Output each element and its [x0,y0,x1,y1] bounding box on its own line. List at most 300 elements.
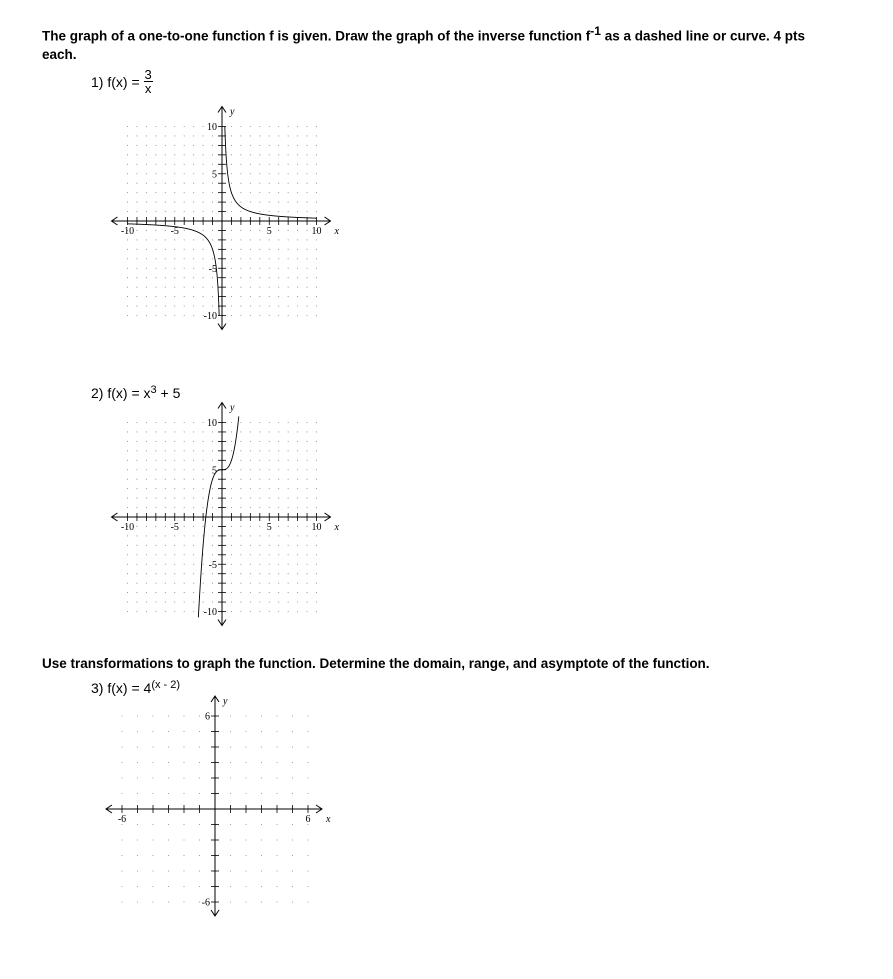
grid-dot [174,154,175,155]
grid-dot [127,154,128,155]
grid-dot [316,602,317,603]
grid-dot [278,239,279,240]
grid-dot [316,287,317,288]
grid-dot [146,554,147,555]
grid-dot [203,202,204,203]
grid-dot [127,296,128,297]
grid-dot [168,870,169,871]
grid-dot [250,164,251,165]
problem-2-label [91,382,180,401]
grid-dot [155,145,156,146]
grid-dot [121,777,122,778]
grid-dot [203,526,204,527]
x-tick-label: -5 [170,522,179,533]
grid-dot [269,287,270,288]
grid-dot [269,573,270,574]
grid-dot [184,296,185,297]
grid-dot [146,173,147,174]
grid-dot [168,715,169,716]
grid-dot [212,583,213,584]
grid-dot [261,839,262,840]
grid-dot [146,564,147,565]
grid-dot [297,498,298,499]
grid-dot [316,258,317,259]
grid-dot [288,592,289,593]
grid-dot [269,258,270,259]
grid-dot [259,145,260,146]
grid-dot [174,479,175,480]
grid-dot [155,202,156,203]
grid-dot [155,154,156,155]
grid-dot [136,154,137,155]
grid-dot [193,507,194,508]
grid-dot [297,526,298,527]
grid-dot [245,886,246,887]
grid-dot [231,488,232,489]
grid-dot [231,507,232,508]
grid-dot [165,526,166,527]
grid-dot [240,554,241,555]
grid-dot [307,135,308,136]
grid-dot [297,306,298,307]
grid-dot [250,488,251,489]
grid-dot [136,315,137,316]
grid-dot [203,488,204,489]
grid-dot [307,202,308,203]
grid-dot [240,431,241,432]
grid-dot [184,154,185,155]
grid-dot [212,145,213,146]
grid-dot [245,824,246,825]
grid-dot [240,602,241,603]
grid-dot [316,545,317,546]
grid-dot [146,450,147,451]
grid-dot [193,460,194,461]
grid-dot [165,611,166,612]
grid-dot [297,154,298,155]
grid-dot [307,592,308,593]
grid-dot [259,573,260,574]
grid-dot [297,239,298,240]
grid-dot [288,611,289,612]
grid-dot [307,441,308,442]
grid-dot [230,777,231,778]
grid-dot [203,277,204,278]
grid-dot [184,592,185,593]
x-tick-label: 10 [311,522,322,533]
grid-dot [212,545,213,546]
graph-3 [104,692,344,932]
grid-dot [203,258,204,259]
grid-dot [288,258,289,259]
grid-dot [261,886,262,887]
grid-dot [278,441,279,442]
grid-dot [250,545,251,546]
grid-dot [297,164,298,165]
grid-dot [184,460,185,461]
grid-dot [288,239,289,240]
grid-dot [152,886,153,887]
problem-2-lhs: f(x) = x [107,385,151,401]
grid-dot [307,154,308,155]
y-tick-label: -6 [201,897,210,909]
grid-dot [203,192,204,193]
grid-dot [250,239,251,240]
grid-dot [250,268,251,269]
grid-dot [245,715,246,716]
grid-dot [288,154,289,155]
grid-dot [212,277,213,278]
grid-dot [250,315,251,316]
grid-dot [174,460,175,461]
grid-dot [127,507,128,508]
grid-dot [165,602,166,603]
grid-dot [259,211,260,212]
grid-dot [307,554,308,555]
grid-dot [231,211,232,212]
grid-dot [259,173,260,174]
grid-dot [212,573,213,574]
grid-dot [231,498,232,499]
grid-dot [259,422,260,423]
grid-dot [136,145,137,146]
grid-dot [137,746,138,747]
grid-dot [184,173,185,174]
function-curve [225,127,317,219]
grid-dot [278,249,279,250]
grid-dot [259,277,260,278]
x-tick-label: -6 [117,814,127,825]
grid-dot [316,422,317,423]
grid-dot [261,777,262,778]
grid-dot [127,592,128,593]
grid-dot [184,211,185,212]
grid-dot [199,777,200,778]
y-tick-label: 10 [207,418,217,429]
grid-dot [203,583,204,584]
grid-dot [193,498,194,499]
grid-dot [212,460,213,461]
grid-dot [184,202,185,203]
grid-dot [203,145,204,146]
grid-dot [152,870,153,871]
grid-dot [307,249,308,250]
problem-1-denominator: x [144,81,152,96]
grid-dot [240,145,241,146]
grid-dot [203,441,204,442]
grid-dot [259,296,260,297]
grid-dot [136,583,137,584]
grid-dot [146,315,147,316]
grid-dot [316,554,317,555]
grid-dot [155,287,156,288]
grid-dot [278,268,279,269]
grid-dot [297,564,298,565]
grid-dot [165,211,166,212]
grid-dot [292,746,293,747]
grid-dot [184,135,185,136]
grid-dot [297,573,298,574]
grid-dot [199,762,200,763]
grid-dot [316,441,317,442]
grid-dot [146,277,147,278]
grid-dot [137,839,138,840]
grid-dot [231,258,232,259]
grid-dot [297,507,298,508]
grid-dot [307,611,308,612]
grid-dot [203,592,204,593]
grid-dot [165,535,166,536]
grid-dot [231,431,232,432]
grid-dot [307,535,308,536]
grid-dot [121,839,122,840]
grid-dot [297,592,298,593]
grid-dot [288,545,289,546]
grid-dot [203,450,204,451]
grid-dot [193,573,194,574]
grid-dot [292,886,293,887]
grid-dot [240,441,241,442]
grid-dot [127,287,128,288]
grid-dot [193,154,194,155]
grid-dot [259,602,260,603]
grid-dot [168,731,169,732]
grid-dot [146,126,147,127]
grid-dot [146,230,147,231]
grid-dot [184,145,185,146]
grid-dot [193,173,194,174]
grid-dot [307,239,308,240]
grid-dot [278,258,279,259]
grid-dot [168,777,169,778]
grid-dot [297,296,298,297]
grid-dot [146,488,147,489]
grid-dot [259,535,260,536]
grid-dot [292,793,293,794]
grid-dot [240,573,241,574]
grid-dot [292,870,293,871]
grid-dot [297,450,298,451]
grid-dot [278,306,279,307]
grid-dot [174,315,175,316]
grid-dot [269,422,270,423]
grid-dot [269,602,270,603]
grid-dot [127,164,128,165]
grid-dot [127,460,128,461]
grid-dot [127,249,128,250]
grid-dot [146,249,147,250]
grid-dot [203,460,204,461]
grid-dot [259,249,260,250]
grid-dot [250,183,251,184]
grid-dot [165,145,166,146]
grid-dot [127,306,128,307]
grid-dot [155,564,156,565]
y-tick-label: 6 [205,711,210,723]
grid-dot [136,230,137,231]
grid-dot [240,306,241,307]
grid-dot [250,230,251,231]
grid-dot [174,135,175,136]
grid-dot [250,306,251,307]
grid-dot [278,592,279,593]
grid-dot [203,239,204,240]
grid-dot [146,145,147,146]
grid-dot [136,488,137,489]
grid-dot [288,173,289,174]
grid-dot [165,126,166,127]
grid-dot [165,592,166,593]
grid-dot [240,268,241,269]
grid-dot [292,762,293,763]
grid-dot [152,839,153,840]
grid-dot [288,535,289,536]
grid-dot [278,431,279,432]
grid-dot [297,202,298,203]
grid-dot [316,202,317,203]
grid-dot [240,135,241,136]
grid-dot [136,602,137,603]
grid-dot [261,870,262,871]
grid-dot [184,611,185,612]
grid-dot [146,287,147,288]
grid-dot [316,488,317,489]
grid-dot [203,573,204,574]
grid-dot [269,211,270,212]
grid-dot [155,488,156,489]
grid-dot [136,526,137,527]
grid-dot [288,135,289,136]
grid-dot [240,239,241,240]
grid-dot [240,183,241,184]
grid-dot [183,901,184,902]
grid-dot [278,488,279,489]
grid-dot [174,287,175,288]
grid-dot [259,441,260,442]
grid-dot [288,230,289,231]
grid-dot [307,886,308,887]
grid-dot [152,901,153,902]
grid-dot [288,469,289,470]
grid-dot [127,173,128,174]
grid-dot [127,564,128,565]
grid-dot [184,583,185,584]
problem-1-label [91,67,153,97]
grid-dot [316,268,317,269]
grid-dot [165,239,166,240]
grid-dot [269,296,270,297]
grid-dot [269,173,270,174]
grid-dot [174,450,175,451]
grid-dot [136,498,137,499]
grid-dot [288,145,289,146]
grid-dot [168,886,169,887]
grid-dot [136,249,137,250]
grid-dot [193,431,194,432]
grid-dot [127,268,128,269]
grid-dot [174,554,175,555]
grid-dot [231,602,232,603]
grid-dot [250,192,251,193]
grid-dot [231,287,232,288]
grid-dot [137,793,138,794]
grid-dot [230,901,231,902]
problem-2-rest: + 5 [156,385,181,401]
grid-dot [297,249,298,250]
grid-dot [269,145,270,146]
grid-dot [230,886,231,887]
grid-dot [165,183,166,184]
grid-dot [137,731,138,732]
grid-dot [230,731,231,732]
grid-dot [184,573,185,574]
grid-dot [276,839,277,840]
y-tick-label: -5 [208,559,217,571]
grid-dot [297,554,298,555]
x-axis-label: x [334,226,339,237]
grid-dot [184,498,185,499]
grid-dot [316,450,317,451]
grid-dot [174,126,175,127]
grid-dot [297,192,298,193]
grid-dot [288,507,289,508]
grid-dot [127,545,128,546]
grid-dot [183,870,184,871]
grid-dot [184,239,185,240]
grid-dot [269,460,270,461]
grid-dot [184,507,185,508]
grid-dot [240,583,241,584]
grid-dot [136,173,137,174]
grid-dot [174,249,175,250]
grid-dot [288,488,289,489]
grid-dot [212,535,213,536]
grid-dot [212,498,213,499]
grid-dot [307,211,308,212]
grid-dot [307,192,308,193]
grid-dot [155,230,156,231]
grid-dot [259,287,260,288]
grid-dot [136,431,137,432]
grid-dot [278,507,279,508]
grid-dot [165,192,166,193]
grid-dot [245,746,246,747]
grid-dot [174,202,175,203]
grid-dot [288,249,289,250]
grid-dot [307,526,308,527]
problem-1-numerator: 3 [144,67,152,82]
grid-dot [146,592,147,593]
grid-dot [203,135,204,136]
grid-dot [155,431,156,432]
grid-dot [146,583,147,584]
grid-dot [146,498,147,499]
grid-dot [259,498,260,499]
grid-dot [316,498,317,499]
grid-dot [297,258,298,259]
grid-dot [165,554,166,555]
grid-dot [261,855,262,856]
grid-dot [250,287,251,288]
grid-dot [240,173,241,174]
grid-dot [231,173,232,174]
grid-dot [240,545,241,546]
grid-dot [307,731,308,732]
grid-dot [203,564,204,565]
grid-dot [193,583,194,584]
grid-dot [212,183,213,184]
grid-dot [165,164,166,165]
